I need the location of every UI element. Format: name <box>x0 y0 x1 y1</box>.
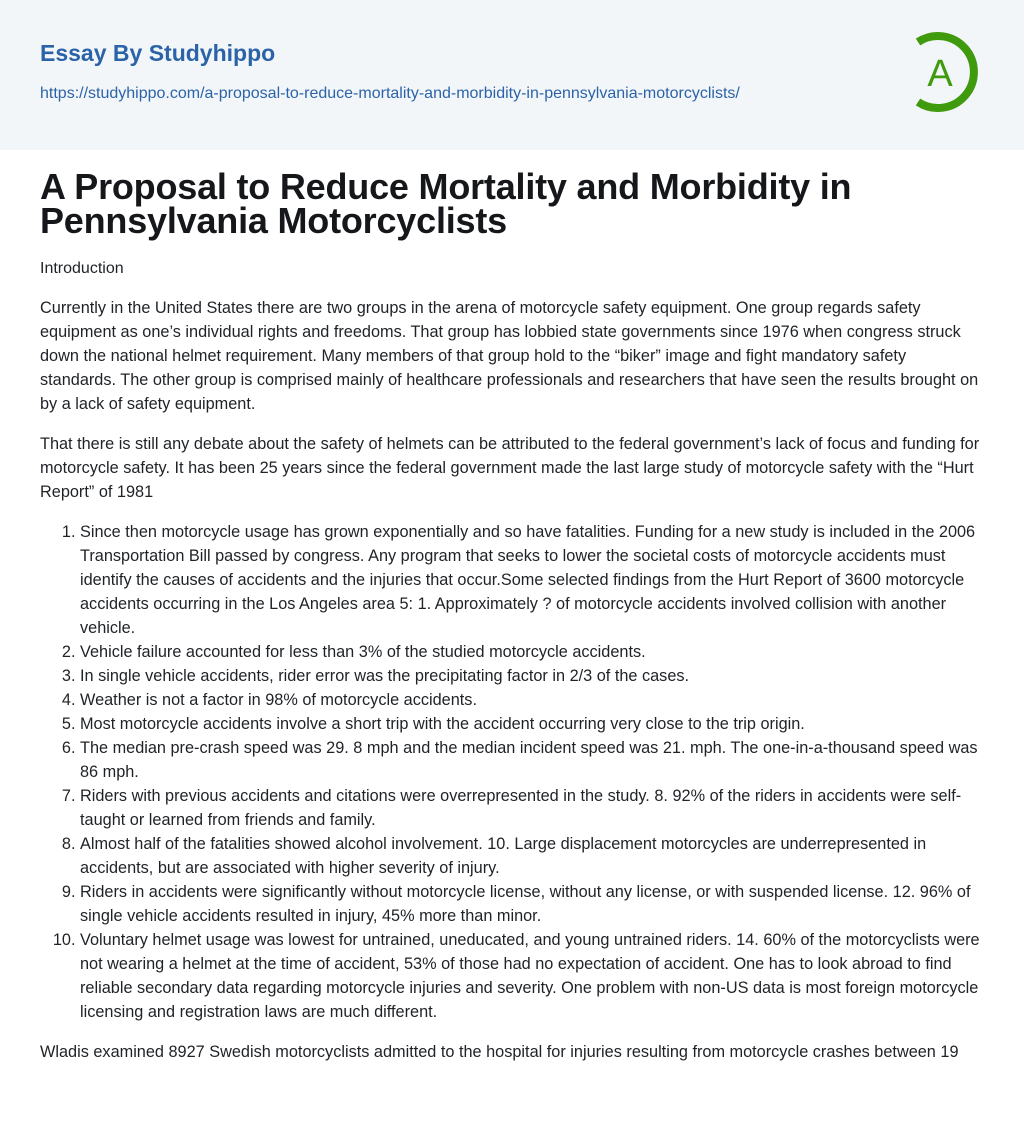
list-item: 4. Weather is not a factor in 98% of motorcycle accidents. <box>80 688 984 712</box>
studyhippo-logo-icon[interactable] <box>912 30 986 114</box>
paragraph: Currently in the United States there are two groups in the arena of motorcycle safety equipment. One group regards safety equipment as one’s individual rights and freedoms. That group has lobbied state governments since 1976 when congress struck down the national helmet requirement. Many members of that group hold to the “biker” image and fight mandatory safety standards. The other group is comprised mainly of healthcare professionals and researchers that have seen the results brought on by a lack of safety equipment. <box>40 299 979 413</box>
site-header <box>0 0 1024 150</box>
list-item: 8. Almost half of the fatalities showed alcohol involvement. 10. Large displacement motorcycles are underrepresented in accidents, but are associated with higher severity of injury. <box>80 832 984 880</box>
section-heading-introduction: Introduction <box>40 260 124 277</box>
list-item: 5. Most motorcycle accidents involve a short trip with the accident occurring very close to the trip origin. <box>80 712 984 736</box>
paragraph: Wladis examined 8927 Swedish motorcyclists admitted to the hospital for injuries resulting from motorcycle crashes between 19 <box>40 1043 959 1061</box>
list-item: 9. Riders in accidents were significantly without motorcycle license, without any license, or with suspended license. 12. 96% of single vehicle accidents resulted in injury, 45% more than minor. <box>80 880 984 928</box>
list-item: 2. Vehicle failure accounted for less than 3% of the studied motorcycle accidents. <box>80 640 984 664</box>
list-item: 6. The median pre-crash speed was 29. 8 mph and the median incident speed was 21. mph. The one-in-a-thousand speed was 86 mph. <box>80 736 984 784</box>
list-item: 7. Riders with previous accidents and citations were overrepresented in the study. 8. 92% of the riders in accidents were self-taught or learned from friends and family. <box>80 784 984 832</box>
article <box>0 166 1024 1064</box>
essay-url-link[interactable]: https://studyhippo.com/a-proposal-to-reduce-mortality-and-morbidity-in-pennsylvania-motorcyclists/ <box>40 85 740 102</box>
list-item: 1. Since then motorcycle usage has grown exponentially and so have fatalities. Funding for a new study is included in the 2006 Transportation Bill passed by congress. Any program that seeks to lower the societal costs of motorcycle accidents must identify the causes of accidents and the injuries that occur.Some selected findings from the Hurt Report of 3600 motorcycle accidents occurring in the Los Angeles area 5: 1. Approximately ? of motorcycle accidents involved collision with another vehicle. <box>80 520 984 640</box>
brand-title: Essay By Studyhippo <box>40 40 276 66</box>
page-title: A Proposal to Reduce Mortality and Morbidity in Pennsylvania Motorcyclists <box>40 166 852 241</box>
list-item: 10. Voluntary helmet usage was lowest for untrained, uneducated, and young untrained riders. 14. 60% of the motorcyclists were not wearing a helmet at the time of accident, 53% of those had no expectation of accident. One has to look abroad to find reliable secondary data regarding motorcycle injuries and severity. One problem with non-US data is most foreign motorcycle licensing and registration laws are much different. <box>80 928 984 1024</box>
findings-list <box>40 520 984 1024</box>
paragraph: That there is still any debate about the safety of helmets can be attributed to the federal government’s lack of focus and funding for motorcycle safety. It has been 25 years since the federal government made the last large study of motorcycle safety with the “Hurt Report” of 1981 <box>40 435 980 501</box>
logo-letter: A <box>927 53 953 95</box>
list-item: 3. In single vehicle accidents, rider error was the precipitating factor in 2/3 of the cases. <box>80 664 984 688</box>
